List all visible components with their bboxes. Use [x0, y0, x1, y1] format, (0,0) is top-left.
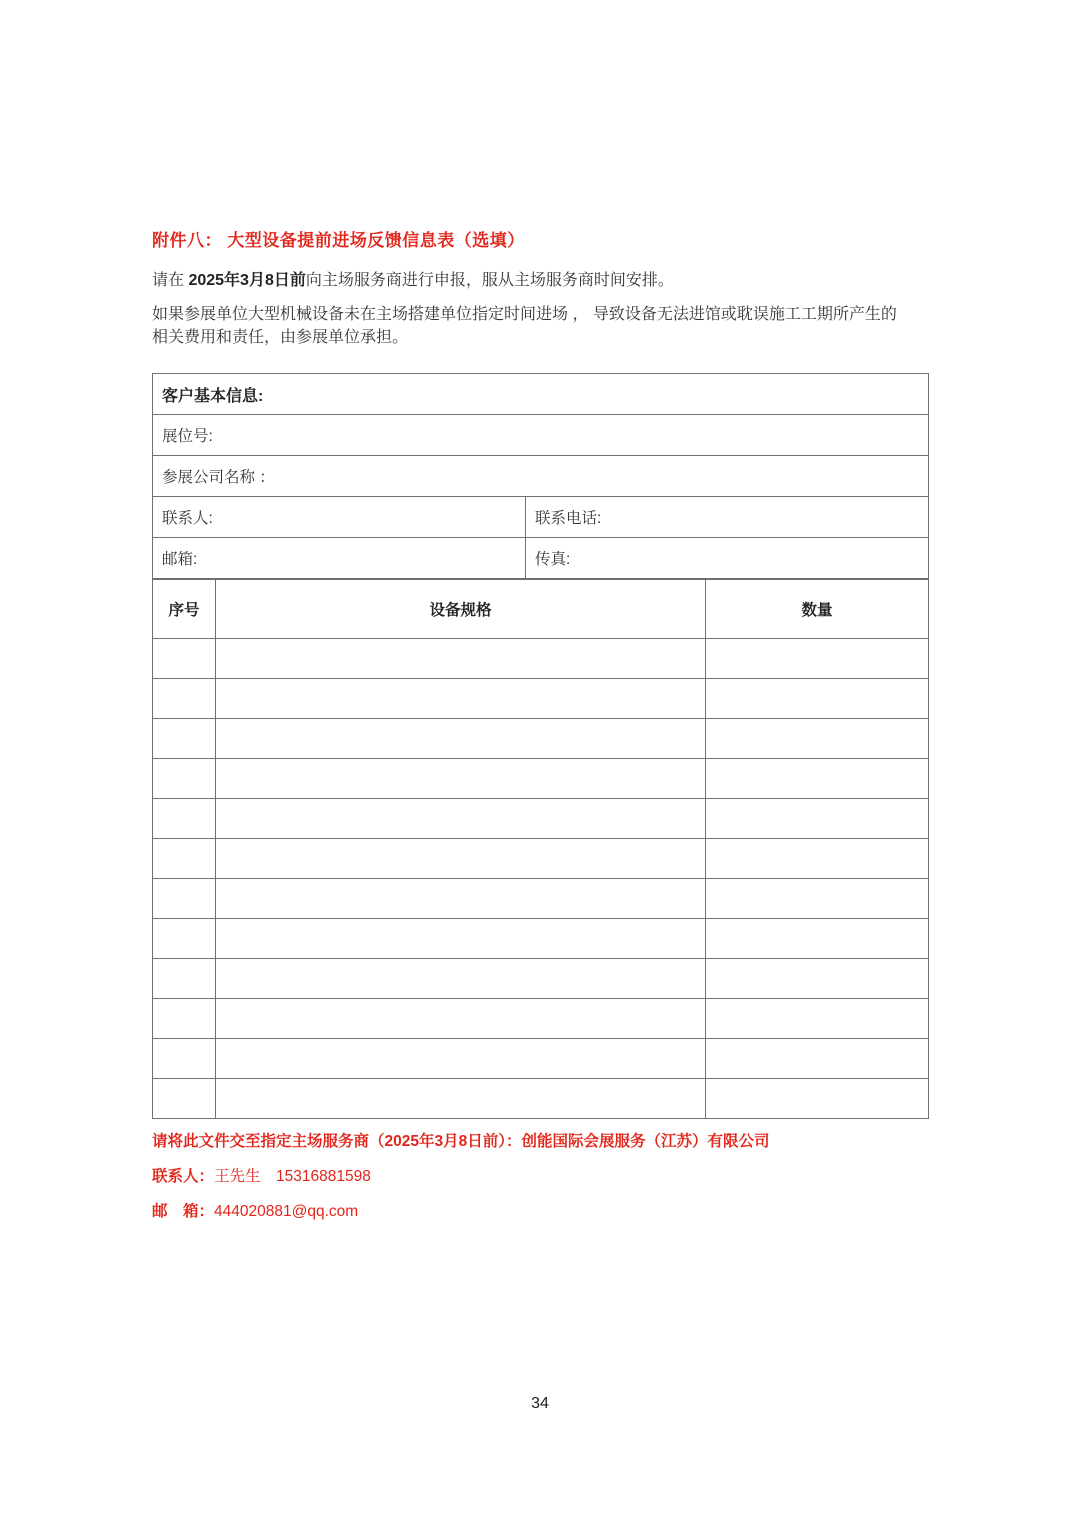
section-header-row: [153, 374, 929, 415]
equipment-quantity-cell[interactable]: [706, 799, 929, 839]
equipment-quantity-cell[interactable]: [706, 639, 929, 679]
equipment-quantity-cell[interactable]: [706, 1039, 929, 1079]
equipment-row: [153, 919, 929, 959]
footer-contact-value: 王先生 15316881598: [214, 1168, 371, 1185]
equipment-serial-cell[interactable]: [153, 799, 216, 839]
customer-info-section-label: 客户基本信息:: [162, 387, 264, 405]
email-field[interactable]: [153, 538, 526, 579]
equipment-row: [153, 799, 929, 839]
contact-phone-label: 联系电话:: [535, 510, 602, 527]
equipment-quantity-cell[interactable]: [706, 679, 929, 719]
col-header-serial: 序号: [153, 580, 216, 639]
contact-phone-field[interactable]: [526, 497, 929, 538]
deadline-paragraph: [152, 267, 952, 290]
booth-number-row: [153, 415, 929, 456]
equipment-table: [152, 579, 929, 1119]
equipment-row: [153, 1079, 929, 1119]
footer-email-line: [152, 1199, 952, 1221]
equipment-spec-cell[interactable]: [216, 839, 706, 879]
liability-paragraph: [152, 303, 952, 349]
footer-contact-line: [152, 1164, 952, 1186]
equipment-row: [153, 879, 929, 919]
equipment-serial-cell[interactable]: [153, 879, 216, 919]
equipment-spec-cell[interactable]: [216, 679, 706, 719]
equipment-quantity-cell[interactable]: [706, 839, 929, 879]
liability-line-1: 如果参展单位大型机械设备未在主场搭建单位指定时间进场 ， 导致设备无法进馆或耽误施工工期所产生的: [152, 306, 897, 323]
page-number: 34: [531, 1395, 549, 1412]
equipment-row: [153, 999, 929, 1039]
equipment-serial-cell[interactable]: [153, 1079, 216, 1119]
equipment-spec-cell[interactable]: [216, 1039, 706, 1079]
footer-email-value: 444020881@qq.com: [214, 1203, 359, 1220]
booth-number-label: 展位号:: [162, 428, 213, 445]
equipment-serial-cell[interactable]: [153, 959, 216, 999]
equipment-row: [153, 719, 929, 759]
equipment-spec-cell[interactable]: [216, 919, 706, 959]
equipment-spec-cell[interactable]: [216, 959, 706, 999]
customer-info-section-cell: [153, 374, 929, 415]
attachment-title: 附件八： 大型设备提前进场反馈信息表（选填）: [152, 231, 525, 250]
equipment-serial-cell[interactable]: [153, 999, 216, 1039]
equipment-spec-cell[interactable]: [216, 879, 706, 919]
footer-email-label: 邮 箱：: [152, 1203, 215, 1220]
equipment-spec-cell[interactable]: [216, 1079, 706, 1119]
equipment-serial-cell[interactable]: [153, 919, 216, 959]
footer-contact-label: 联系人：: [152, 1168, 215, 1185]
customer-info-table: [152, 373, 929, 579]
equipment-row: [153, 639, 929, 679]
contact-person-label: 联系人:: [162, 510, 213, 527]
equipment-spec-cell[interactable]: [216, 999, 706, 1039]
deadline-text-prefix: 请在: [152, 272, 189, 289]
company-name-label: 参展公司名称 ：: [162, 469, 275, 486]
equipment-quantity-cell[interactable]: [706, 919, 929, 959]
equipment-serial-cell[interactable]: [153, 1039, 216, 1079]
equipment-row: [153, 679, 929, 719]
equipment-quantity-cell[interactable]: [706, 879, 929, 919]
equipment-quantity-cell[interactable]: [706, 759, 929, 799]
equipment-row: [153, 959, 929, 999]
equipment-spec-cell[interactable]: [216, 639, 706, 679]
equipment-quantity-cell[interactable]: [706, 959, 929, 999]
equipment-row: [153, 839, 929, 879]
email-label: 邮箱:: [162, 551, 198, 568]
equipment-serial-cell[interactable]: [153, 679, 216, 719]
form-area: [152, 373, 928, 1119]
liability-line-2: 相关费用和责任，由参展单位承担。: [152, 329, 409, 346]
company-name-row: [153, 456, 929, 497]
equipment-quantity-cell[interactable]: [706, 719, 929, 759]
equipment-spec-cell[interactable]: [216, 759, 706, 799]
equipment-row: [153, 1039, 929, 1079]
contact-person-field[interactable]: [153, 497, 526, 538]
company-name-field[interactable]: [153, 456, 929, 497]
equipment-quantity-cell[interactable]: [706, 1079, 929, 1119]
deadline-text-suffix: 向主场服务商进行申报，服从主场服务商时间安排。: [305, 272, 674, 289]
equipment-serial-cell[interactable]: [153, 759, 216, 799]
footer-contact-block: [152, 1129, 952, 1234]
fax-label: 传真:: [535, 551, 571, 568]
equipment-spec-cell[interactable]: [216, 719, 706, 759]
equipment-quantity-cell[interactable]: [706, 999, 929, 1039]
booth-number-field[interactable]: [153, 415, 929, 456]
contact-row: [153, 497, 929, 538]
equipment-header-row: [153, 580, 929, 639]
deadline-date: 2025年3月8日前: [188, 272, 306, 289]
equipment-serial-cell[interactable]: [153, 839, 216, 879]
equipment-serial-cell[interactable]: [153, 719, 216, 759]
col-header-spec: 设备规格: [216, 580, 706, 639]
fax-field[interactable]: [526, 538, 929, 579]
equipment-spec-cell[interactable]: [216, 799, 706, 839]
equipment-serial-cell[interactable]: [153, 639, 216, 679]
email-fax-row: [153, 538, 929, 579]
submit-instruction-line: 请将此文件交至指定主场服务商（2025年3月8日前）：创能国际会展服务（江苏）有限公司: [152, 1133, 770, 1150]
equipment-row: [153, 759, 929, 799]
col-header-quantity: 数量: [706, 580, 929, 639]
